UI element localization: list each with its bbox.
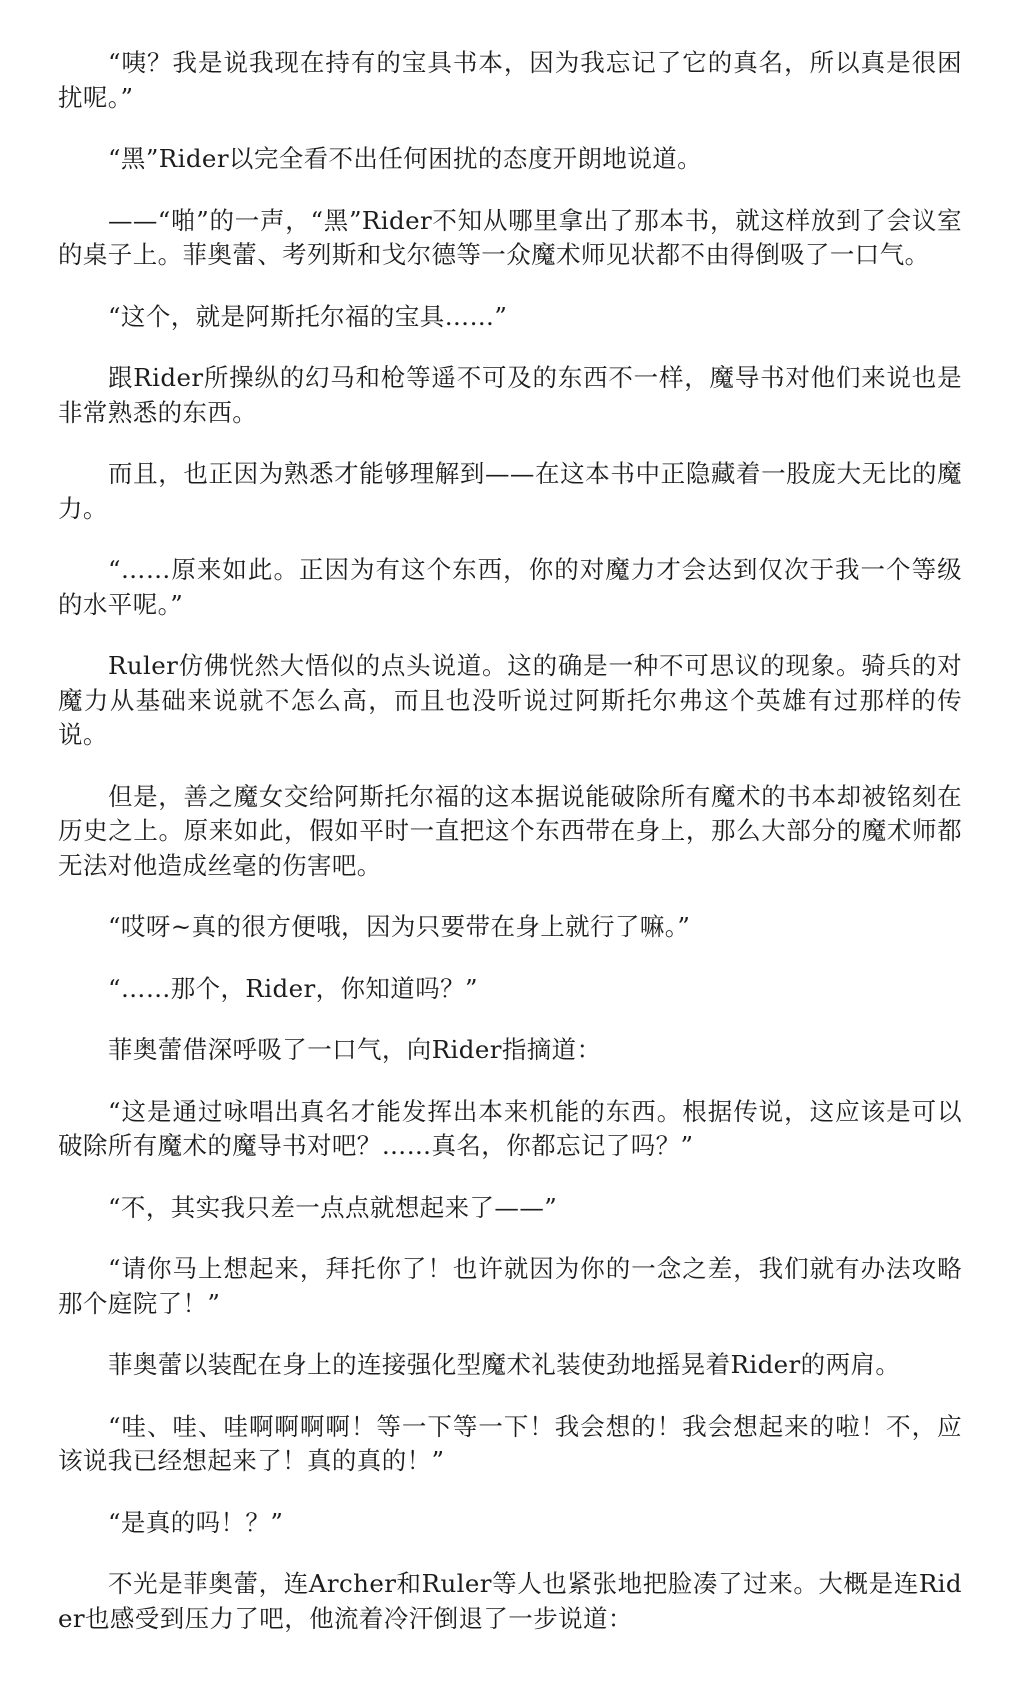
- paragraph: “是真的吗！？”: [108, 1507, 284, 1537]
- paragraph: “……原来如此。正因为有这个东西，你的对魔力才会达到仅次于我一个等级的水平呢。”: [58, 555, 962, 619]
- paragraph: Ruler仿佛恍然大悟似的点头说道。这的确是一种不可思议的现象。骑兵的对魔力从基础来说就不怎么高，而且也没听说过阿斯托尔弗这个英雄有过那样的传说。: [58, 651, 962, 749]
- paragraph: “哇、哇、哇啊啊啊啊！等一下等一下！我会想的！我会想起来的啦！不，应该说我已经想起来了！真的真的！”: [58, 1411, 962, 1475]
- paragraph: 不光是菲奥蕾，连Archer和Ruler等人也紧张地把脸凑了过来。大概是连Rider也感受到压力了吧，他流着冷汗倒退了一步说道：: [58, 1569, 962, 1633]
- paragraph: ——“啪”的一声，“黑”Rider不知从哪里拿出了那本书，就这样放到了会议室的桌子上。菲奥蕾、考列斯和戈尔德等一众魔术师见状都不由得倒吸了一口气。: [58, 205, 962, 269]
- paragraph: “哎呀~真的很方便哦，因为只要带在身上就行了嘛。”: [108, 912, 691, 941]
- paragraph: “黑”Rider以完全看不出任何困扰的态度开朗地说道。: [108, 144, 703, 173]
- paragraph: “咦？我是说我现在持有的宝具书本，因为我忘记了它的真名，所以真是很困扰呢。”: [58, 48, 962, 112]
- paragraph: 而且，也正因为熟悉才能够理解到——在这本书中正隐藏着一股庞大无比的魔力。: [58, 459, 962, 523]
- paragraph: 跟Rider所操纵的幻马和枪等遥不可及的东西不一样，魔导书对他们来说也是非常熟悉的东西。: [58, 363, 962, 427]
- paragraph: “不，其实我只差一点点就想起来了——”: [108, 1192, 558, 1222]
- paragraph: “这是通过咏唱出真名才能发挥出本来机能的东西。根据传说，这应该是可以破除所有魔术的魔导书对吧？……真名，你都忘记了吗？”: [58, 1096, 962, 1160]
- body-text: [58, 46, 962, 1663]
- paragraph: “请你马上想起来，拜托你了！也许就因为你的一念之差，我们就有办法攻略那个庭院了！”: [58, 1254, 962, 1318]
- paragraph: “……那个，Rider，你知道吗？”: [108, 973, 478, 1003]
- paragraph: 菲奥蕾以装配在身上的连接强化型魔术礼装使劲地摇晃着Rider的两肩。: [108, 1350, 901, 1379]
- paragraph: 菲奥蕾借深呼吸了一口气，向Rider指摘道：: [108, 1035, 602, 1064]
- paragraph: “这个，就是阿斯托尔福的宝具……”: [108, 301, 508, 331]
- paragraph: 但是，善之魔女交给阿斯托尔福的这本据说能破除所有魔术的书本却被铭刻在历史之上。原来如此，假如平时一直把这个东西带在身上，那么大部分的魔术师都无法对他造成丝毫的伤害吧。: [58, 781, 962, 880]
